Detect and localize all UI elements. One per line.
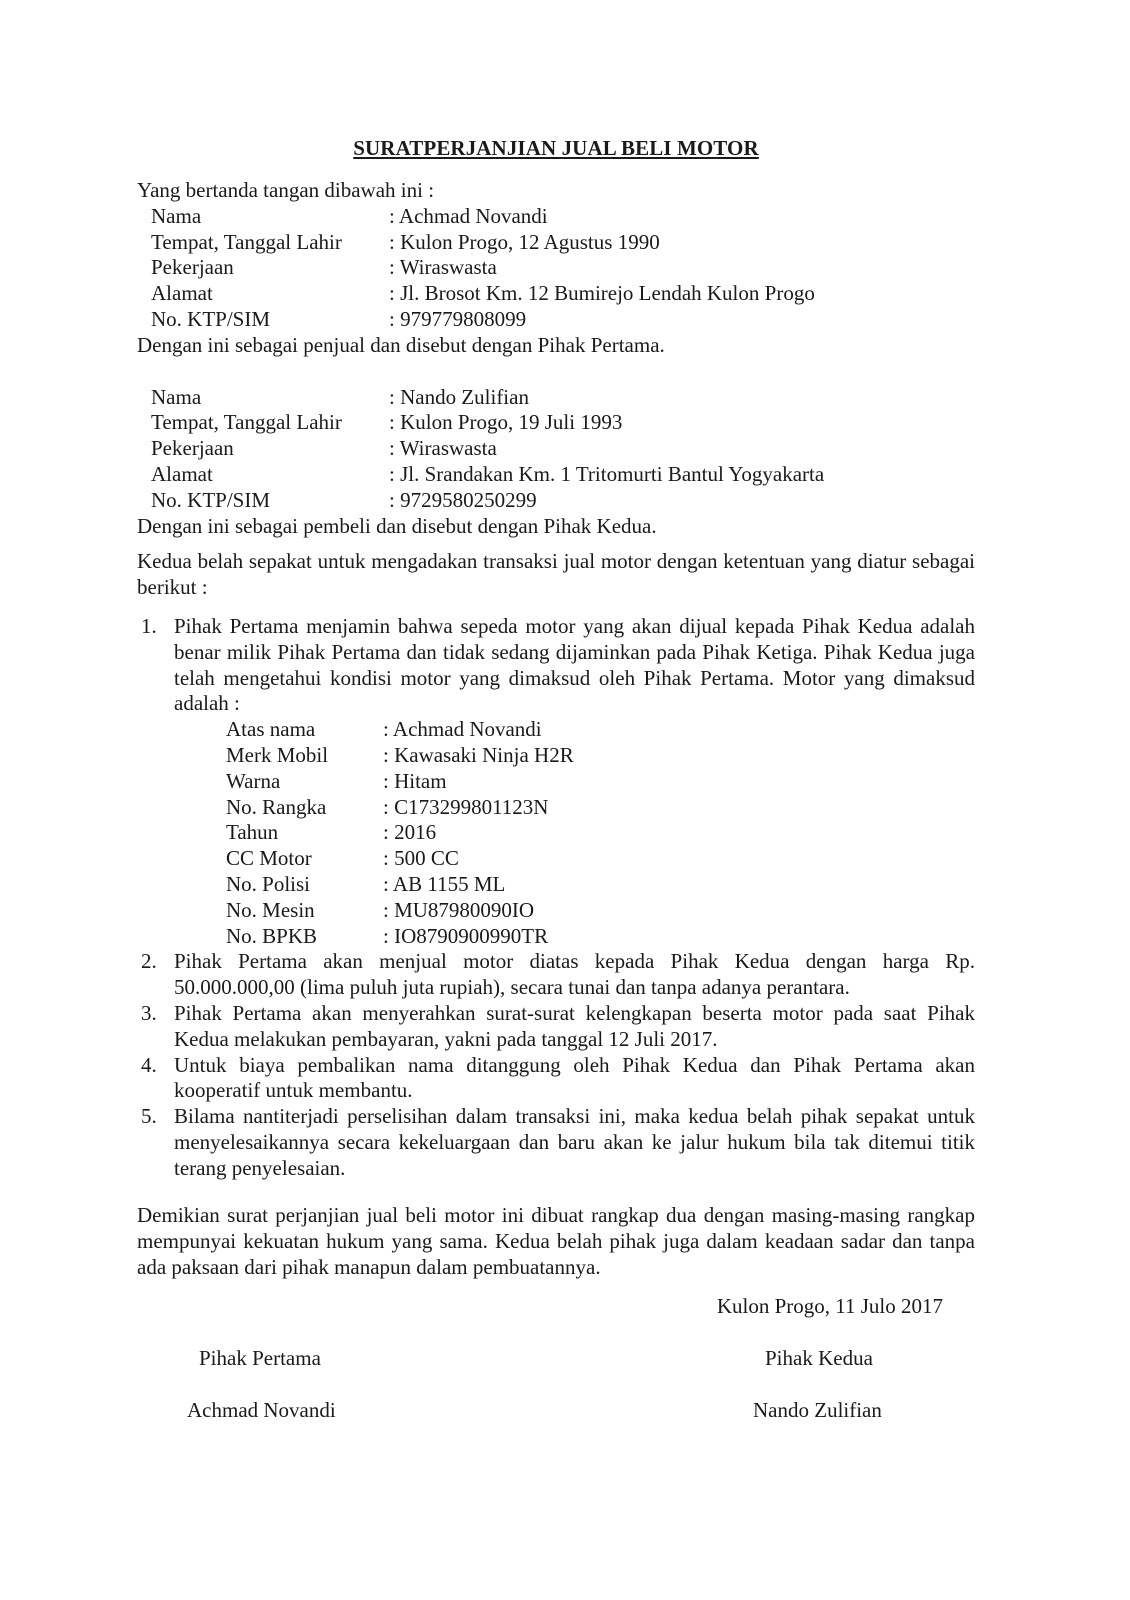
field-value: : Jl. Srandakan Km. 1 Tritomurti Bantul Yogyakarta	[389, 461, 825, 486]
field-value: : 9729580250299	[389, 487, 537, 512]
field-label: Alamat	[151, 461, 213, 486]
vehicle-value: : C173299801123N	[383, 794, 549, 819]
term-text: Untuk biaya pembalikan nama ditanggung oleh Pihak Kedua dan Pihak Pertama akan kooperatif untuk membantu.	[174, 1052, 975, 1103]
party2-role-statement: Dengan ini sebagai pembeli dan disebut dengan Pihak Kedua.	[137, 513, 657, 538]
vehicle-value: : 2016	[383, 820, 437, 845]
vehicle-label: Warna	[226, 768, 281, 793]
field-value: : Kulon Progo, 19 Juli 1993	[389, 410, 623, 435]
term-text: Bilama nantiterjadi perselisihan dalam transaksi ini, maka kedua belah pihak sepakat untuk menyelesaikannya secara kekeluargaan dan baru akan ke jalur hukum bila tak ditemui titik terang penyelesaian.	[174, 1104, 975, 1180]
field-label: No. KTP/SIM	[151, 487, 271, 512]
party2-fields	[137, 385, 975, 514]
term-item	[137, 1053, 975, 1105]
field-row	[137, 255, 975, 281]
party1-role-statement: Dengan ini sebagai penjual dan disebut dengan Pihak Pertama.	[137, 332, 665, 357]
field-label: Nama	[151, 384, 202, 409]
vehicle-value: : MU87980090IO	[383, 897, 535, 922]
vehicle-row	[174, 846, 975, 872]
term-number: 4.	[141, 1052, 157, 1077]
field-label: Pekerjaan	[151, 436, 234, 461]
field-label: Pekerjaan	[151, 255, 234, 280]
term-number: 1.	[141, 614, 157, 638]
field-value: : Nando Zulifian	[389, 384, 529, 409]
field-label: Nama	[151, 203, 202, 228]
vehicle-value: : IO8790900990TR	[383, 923, 549, 948]
field-row	[137, 281, 975, 307]
vehicle-label: Atas nama	[226, 717, 316, 742]
vehicle-value: : Hitam	[383, 768, 447, 793]
signature-role: Pihak Kedua	[765, 1346, 873, 1370]
vehicle-row	[174, 769, 975, 795]
field-row	[137, 488, 975, 514]
field-label: Tempat, Tanggal Lahir	[151, 229, 342, 254]
vehicle-label: Tahun	[226, 820, 279, 845]
vehicle-value: : Achmad Novandi	[383, 717, 542, 742]
field-value: : Achmad Novandi	[389, 203, 548, 228]
vehicle-row	[174, 820, 975, 846]
field-row	[137, 307, 975, 333]
term-text: Pihak Pertama akan menyerahkan surat-surat kelengkapan beserta motor pada saat Pihak Kedua melakukan pembayaran, yakni pada tanggal 12 Juli 2017.	[174, 1000, 975, 1051]
term-item	[137, 614, 975, 949]
field-label: No. KTP/SIM	[151, 306, 271, 331]
vehicle-value: : Kawasaki Ninja H2R	[383, 742, 574, 767]
field-value: : 979779808099	[389, 306, 527, 331]
field-row	[137, 204, 975, 230]
signature-role: Pihak Pertama	[199, 1346, 321, 1370]
term-number: 5.	[141, 1104, 157, 1129]
field-row	[137, 385, 975, 411]
vehicle-label: CC Motor	[226, 846, 312, 871]
intro-line: Yang bertanda tangan dibawah ini :	[137, 178, 435, 202]
vehicle-row	[174, 795, 975, 821]
field-value: : Kulon Progo, 12 Agustus 1990	[389, 229, 660, 254]
vehicle-label: No. Polisi	[226, 871, 311, 896]
vehicle-label: Merk Mobil	[226, 742, 329, 767]
vehicle-label: No. Mesin	[226, 897, 315, 922]
field-label: Alamat	[151, 281, 213, 306]
vehicle-row	[174, 898, 975, 924]
vehicle-row	[174, 924, 975, 950]
party-section	[137, 178, 975, 539]
vehicle-details	[174, 717, 975, 949]
vehicle-label: No. BPKB	[226, 923, 318, 948]
term-item	[137, 949, 975, 1001]
document-title: SURATPERJANJIAN JUAL BELI MOTOR	[353, 136, 759, 160]
place-date: Kulon Progo, 11 Julo 2017	[716, 1294, 943, 1318]
terms-list	[137, 614, 975, 1182]
vehicle-label: No. Rangka	[226, 794, 327, 819]
field-row	[137, 436, 975, 462]
field-row	[137, 230, 975, 256]
party1-fields	[137, 204, 975, 333]
field-row	[137, 462, 975, 488]
field-value: : Wiraswasta	[389, 255, 497, 280]
closing-paragraph: Demikian surat perjanjian jual beli motor ini dibuat rangkap dua dengan masing-masing rangkap mempunyai kekuatan hukum yang sama. Kedua belah pihak juga dalam keadaan sadar dan tanpa ada paksaan dari pihak manapun dalam pembuatannya.	[137, 1203, 975, 1279]
field-value: : Jl. Brosot Km. 12 Bumirejo Lendah Kulon Progo	[389, 281, 815, 306]
vehicle-row	[174, 717, 975, 743]
agreement-intro: Kedua belah sepakat untuk mengadakan transaksi jual motor dengan ketentuan yang diatur sebagai berikut :	[137, 549, 975, 599]
term-number: 3.	[141, 1000, 157, 1025]
signature-name: Achmad Novandi	[187, 1398, 336, 1422]
field-label: Tempat, Tanggal Lahir	[151, 410, 342, 435]
term-item	[137, 1104, 975, 1181]
vehicle-row	[174, 743, 975, 769]
field-row	[137, 410, 975, 436]
term-text: Pihak Pertama akan menjual motor diatas kepada Pihak Kedua dengan harga Rp. 50.000.000,00 (lima puluh juta rupiah), secara tunai dan tanpa adanya perantara.	[174, 949, 975, 1000]
vehicle-row	[174, 872, 975, 898]
term-text: Pihak Pertama menjamin bahwa sepeda motor yang akan dijual kepada Pihak Kedua adalah benar milik Pihak Pertama dan tidak sedang dijaminkan pada Pihak Ketiga. Pihak Kedua juga telah mengetahui kondisi motor yang dimaksud oleh Pihak Pertama. Motor yang dimaksud adalah :	[174, 614, 975, 716]
term-item	[137, 1001, 975, 1053]
signature-name: Nando Zulifian	[753, 1398, 882, 1422]
term-number: 2.	[141, 949, 157, 974]
field-value: : Wiraswasta	[389, 436, 497, 461]
vehicle-value: : 500 CC	[383, 846, 459, 871]
vehicle-value: : AB 1155 ML	[383, 871, 506, 896]
